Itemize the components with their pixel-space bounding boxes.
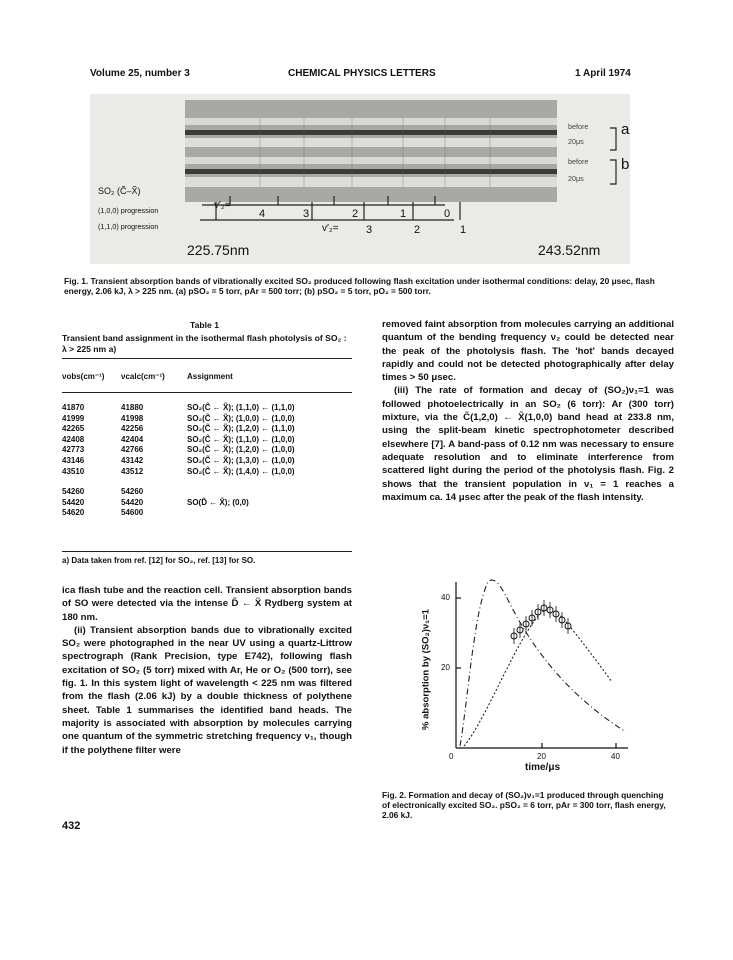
cell-assignment: SO₂(C̃ ← X̃); (1,1,0) ← (1,0,0) (187, 434, 295, 444)
table-row (62, 467, 299, 478)
left-column-text (62, 584, 352, 757)
fig1-tick-0: 0 (444, 208, 451, 220)
left-paragraph-1: ica flash tube and the reaction cell. Transient absorption bands of SO were detected via the intense D̃ ← X̃ Rydberg system at 180 nm. (62, 585, 352, 623)
cell-calc: 41998 (121, 413, 144, 423)
right-paragraph-2: (iii) The rate of formation and decay of (SO₂)ν₁=1 was followed photoelectrically in an SO₂ (6 torr): Ar (300 torr) mixture, via the C̃(1,2,0) ← X̃(1,0,0) band head at 233.8 nm, using the split-beam kinetic spectrophotometer described elsewhere [7]. A band-pass of 0.12 nm was necessary to ensure adequate resolution and to eliminate interference from scattered light during the period of the photolysis flash. Fig. 2 shows that the transient population in ν₁ = 1 reaches a maximum ca. 14 μsec after the peak of the flash intensity. (382, 385, 674, 503)
fig1-before-a: before (568, 122, 589, 131)
cell-obs: 54260 (62, 487, 85, 496)
cell-calc: 42404 (121, 434, 144, 444)
cell-obs: 41999 (62, 413, 85, 423)
cell-assignment: SO₂(C̃ ← X̃); (1,4,0) ← (1,0,0) (187, 466, 295, 476)
cell-calc: 54600 (121, 508, 144, 518)
table-row (62, 403, 299, 414)
fig2-ytick-0: 0 (449, 752, 454, 761)
cell-obs: 43510 (62, 466, 85, 476)
table-row (62, 414, 299, 425)
fig1-label-a: a (621, 121, 630, 138)
table-row (62, 435, 299, 446)
table-row (62, 445, 299, 456)
cell-obs: 54420 (62, 497, 85, 507)
cell-calc: 54420 (121, 497, 144, 507)
left-paragraph-2: (ii) Transient absorption bands due to vibrationally excited SO₂ were photographed in the near UV using a quartz-Littrow spectrograph (Rank Precision, type E742), following flash excitation of SO₂ (5 torr) mixed with Ar, He or O₂ (500 torr), see fig. 1. In this system light of wavelength < 225 nm was filtered from the flash (2.06 kJ) by a double thickness of polythene sheet. Table 1 summarises the identified band heads. The majority is associated with absorption by molecules carrying one quantum of the symmetric stretching frequency ν₁, though if the polythene filter were (62, 624, 352, 756)
cell-assignment: SO₂(C̃ ← X̃); (1,2,0) ← (1,0,0) (187, 445, 295, 455)
fig1-tick-3: 3 (303, 208, 310, 220)
fig1-progression-2: (1,1,0) progression (98, 222, 159, 231)
fig1-before-b: before (568, 157, 589, 166)
col-obs-header: νobs(cm⁻¹) (62, 372, 105, 381)
cell-assignment: SO₂(C̃ ← X̃); (1,3,0) ← (1,0,0) (187, 455, 295, 465)
cell-assignment: SO₂(C̃ ← X̃); (1,2,0) ← (1,1,0) (187, 424, 295, 434)
fig2-xtick-40: 40 (611, 752, 620, 761)
fig1-lower-tick-1: 1 (460, 224, 467, 236)
fig1-progression-1: (1,0,0) progression (98, 206, 159, 215)
cell-assignment: SO₂(C̃ ← X̃); (1,0,0) ← (1,0,0) (187, 413, 295, 423)
fig2-svg (416, 570, 646, 770)
cell-calc: 42256 (121, 424, 144, 434)
fig1-wavelength-left: 225.75nm (187, 242, 250, 258)
fig1-delay-a: 20μs (568, 137, 584, 146)
fig1-tick-1: 1 (400, 208, 407, 220)
table1-title: Transient band assignment in the isothermal flash photolysis of SO₂ : λ > 225 nm a) (62, 333, 347, 354)
table1-so-block (62, 487, 253, 519)
table-row (62, 498, 253, 509)
fig1-delay-b: 20μs (568, 174, 584, 183)
cell-obs: 42265 (62, 424, 85, 434)
table1-bottom-rule (62, 551, 352, 552)
table1-label: Table 1 (190, 320, 219, 330)
cell-assignment: SO₂(C̃ ← X̃); (1,1,0) ← (1,1,0) (187, 403, 295, 412)
table1-body (62, 403, 299, 477)
table-row (62, 508, 253, 519)
cell-calc: 41880 (121, 403, 144, 412)
fig2-ylabel: % absorption by (SO₂)ν₁=1 (420, 609, 432, 730)
right-column-text (382, 318, 674, 504)
header-volume: Volume 25, number 3 (90, 68, 190, 79)
fig2-xtick-20: 20 (537, 752, 546, 761)
fig1-lower-tick-2: 2 (414, 224, 421, 236)
fig2-xlabel: time/μs (525, 762, 561, 773)
fig1-caption: Fig. 1. Transient absorption bands of vibrationally excited SO₂ produced following flash excitation under isothermal conditions: delay, 20 μsec, flash energy, 2.06 kJ, λ > 225 nm. (a) pSO₂ = 5 torr, pAr = 500 torr; (b) pSO₂ = 5 torr, pO₂ = 500 torr. (64, 276, 655, 296)
header-date: 1 April 1974 (575, 68, 631, 79)
table1-top-rule (62, 358, 352, 359)
table1-header-rule (62, 392, 352, 393)
fig1-species-label: SO₂ (C̃–X̃) (98, 186, 141, 196)
figure-1-spectrum (90, 94, 630, 264)
table1-footnote: a) Data taken from ref. [12] for SO₂, ref. [13] for SO. (62, 556, 256, 565)
cell-obs: 54620 (62, 508, 85, 518)
cell-obs: 42773 (62, 445, 85, 455)
fig2-ytick-40: 40 (441, 593, 450, 602)
cell-obs: 42408 (62, 434, 85, 444)
fig2-caption: Fig. 2. Formation and decay of (SO₂)ν₁=1 produced through quenching of electronically excited SO₂. pSO₂ = 6 torr, pAr = 300 torr, flash energy, 2.06 kJ. (382, 790, 666, 820)
fig2-ytick-20: 20 (441, 663, 450, 672)
right-paragraph-1: removed faint absorption from molecules carrying an additional quantum of the bending frequency ν₂ could be detected near the peak of the photolysis flash. The 'hot' bands decayed rapidly and could not be detected photographically after delay times > 50 μsec. (382, 319, 674, 384)
fig1-label-b: b (621, 156, 630, 173)
cell-assignment (187, 508, 253, 519)
fig1-v2-label-upper: v′₂= (214, 200, 231, 211)
table-row (62, 456, 299, 467)
cell-calc: 54260 (121, 487, 144, 496)
cell-calc: 42766 (121, 445, 144, 455)
cell-obs: 43146 (62, 455, 85, 465)
cell-obs: 41870 (62, 403, 85, 412)
col-assign-header: Assignment (187, 372, 233, 381)
col-calc-header: νcalc(cm⁻¹) (121, 372, 165, 381)
cell-assignment (187, 487, 253, 498)
cell-assignment: SO(D̃ ← X̃); (0,0) (187, 497, 249, 507)
table-row (62, 424, 299, 435)
fig1-tick-4: 4 (259, 208, 266, 220)
spectrum-plate-svg (90, 94, 630, 264)
fig1-v2-label-lower: v′₂= (322, 223, 339, 234)
figure-2-plot (416, 570, 646, 770)
fig1-wavelength-right: 243.52nm (538, 242, 601, 258)
cell-calc: 43512 (121, 466, 144, 476)
table-row (62, 487, 253, 498)
header-journal: CHEMICAL PHYSICS LETTERS (288, 68, 436, 79)
cell-calc: 43142 (121, 455, 144, 465)
fig1-lower-tick-3: 3 (366, 224, 373, 236)
page-number: 432 (62, 820, 81, 832)
fig1-tick-2: 2 (352, 208, 359, 220)
table1-header-row (62, 372, 237, 383)
